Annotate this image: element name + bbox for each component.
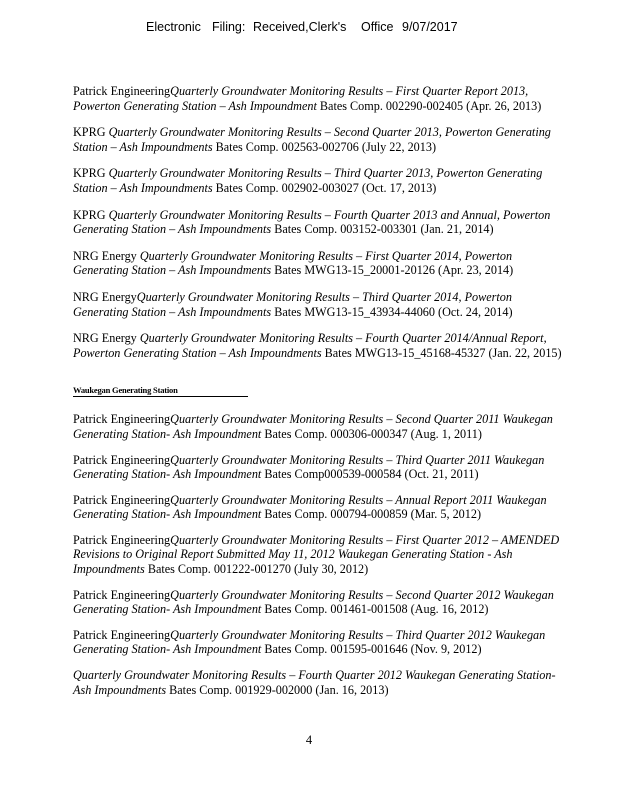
entry-title: Quarterly Groundwater Monitoring Results – Annual Report 2011 Waukegan Generating Station- Ash Impoundment [73,492,547,522]
header-office: Office [361,20,394,34]
section-label-waukegan: Waukegan Generating Station [73,385,248,397]
entry-author: NRG Energy [73,248,137,263]
entry-ref: Bates Comp. 001595-001646 (Nov. 9, 2012) [264,642,482,657]
entry-author: NRG Energy [73,331,137,346]
entry-author: Patrick Engineering [73,492,171,507]
list-item [73,125,568,154]
entry-title: Quarterly Groundwater Monitoring Results – First Quarter 2014, Powerton Generating Station – Ash Impoundments [73,248,513,278]
entry-title: Quarterly Groundwater Monitoring Results – Second Quarter 2013, Powerton Generating Station – Ash Impoundments [73,125,551,154]
section-heading [73,380,568,398]
entry-ref: Bates Comp. 001929-002000 (Jan. 16, 2013) [169,682,389,697]
list-item [73,166,568,195]
entry-author: NRG Energy [73,289,137,304]
entry-title: Quarterly Groundwater Monitoring Results – Fourth Quarter 2014/Annual Report, Powerton Generating Station – Ash Impoundments [73,331,547,360]
entry-author: Patrick Engineering [73,452,171,467]
list-item [73,493,568,522]
entry-ref: Bates Comp. 003152-003301 (Jan. 21, 2014) [274,222,494,237]
entry-author: Patrick Engineering [73,587,171,602]
entry-ref: Bates Comp. 001222-001270 (July 30, 2012) [147,562,369,577]
entry-ref: Bates Comp. 002563-002706 (July 22, 2013) [215,139,437,154]
page-number: 4 [305,733,313,747]
entry-title: Quarterly Groundwater Monitoring Results – Third Quarter 2013, Powerton Generating Station – Ash Impoundments [73,166,543,195]
list-item [73,453,568,482]
entry-title: Quarterly Groundwater Monitoring Results – Second Quarter 2011 Waukegan Generating Station- Ash Impoundment [73,412,553,441]
entry-ref: Bates Comp. 001461-001508 (Aug. 16, 2012) [264,602,489,617]
entry-ref: Bates MWG13-15_43934-44060 (Oct. 24, 2014) [274,304,513,319]
entry-ref: Bates Comp. 002290-002405 (Apr. 26, 2013) [319,98,542,113]
entry-ref: Bates MWG13-15_20001-20126 (Apr. 23, 2014) [274,263,514,278]
entry-author: Patrick Engineering [73,627,171,642]
header-received: Received,Clerk's [253,20,347,34]
entry-author: KPRG [73,207,106,222]
entry-ref: Bates Comp000539-000584 (Oct. 21, 2011) [264,467,479,482]
entry-author: Patrick Engineering [73,84,171,98]
entry-title: Quarterly Groundwater Monitoring Results – Second Quarter 2012 Waukegan Generating Station- Ash Impoundment [73,587,554,617]
list-item [73,412,568,441]
entry-author: Patrick Engineering [73,532,171,547]
list-item [73,84,568,113]
filing-header [0,20,618,38]
list-item [73,533,568,577]
entry-title: Quarterly Groundwater Monitoring Results – Third Quarter 2014, Powerton Generating Station – Ash Impoundments [73,289,512,319]
list-item [73,588,568,617]
entry-ref: Bates Comp. 002902-003027 (Oct. 17, 2013) [215,180,437,195]
entry-title: Quarterly Groundwater Monitoring Results – Fourth Quarter 2012 Waukegan Generating Station- Ash Impoundments [73,668,556,697]
list-item [73,331,568,360]
entry-author: Patrick Engineering [73,412,171,427]
entry-title: Quarterly Groundwater Monitoring Results – Third Quarter 2012 Waukegan Generating Station- Ash Impoundment [73,627,546,657]
list-item [73,628,568,657]
document-body [73,84,568,697]
entry-title: Quarterly Groundwater Monitoring Results – First Quarter 2012 – AMENDED Revisions to Original Report Submitted May 11, 2012 Waukegan Generating Station - Ash Impoundments [73,532,560,577]
list-item [73,668,568,697]
list-item [73,290,568,319]
list-item [73,208,568,237]
entry-ref: Bates Comp. 000306-000347 (Aug. 1, 2011) [264,426,482,441]
entry-ref: Bates Comp. 000794-000859 (Mar. 5, 2012) [264,507,482,522]
header-date: 9/07/2017 [402,20,458,34]
entry-author: KPRG [73,166,106,181]
entry-title: Quarterly Groundwater Monitoring Results – Fourth Quarter 2013 and Annual, Powerton Generating Station – Ash Impoundments [73,207,551,237]
header-filing: Filing: [212,20,246,34]
list-item [73,249,568,278]
entry-title: Quarterly Groundwater Monitoring Results – First Quarter Report 2013, Powerton Generating Station – Ash Impoundment [73,84,529,113]
entry-author: KPRG [73,125,106,140]
entry-title: Quarterly Groundwater Monitoring Results – Third Quarter 2011 Waukegan Generating Station- Ash Impoundment [73,452,545,482]
header-electronic: Electronic [146,20,201,34]
entry-ref: Bates MWG13-15_45168-45327 (Jan. 22, 2015) [324,345,562,360]
